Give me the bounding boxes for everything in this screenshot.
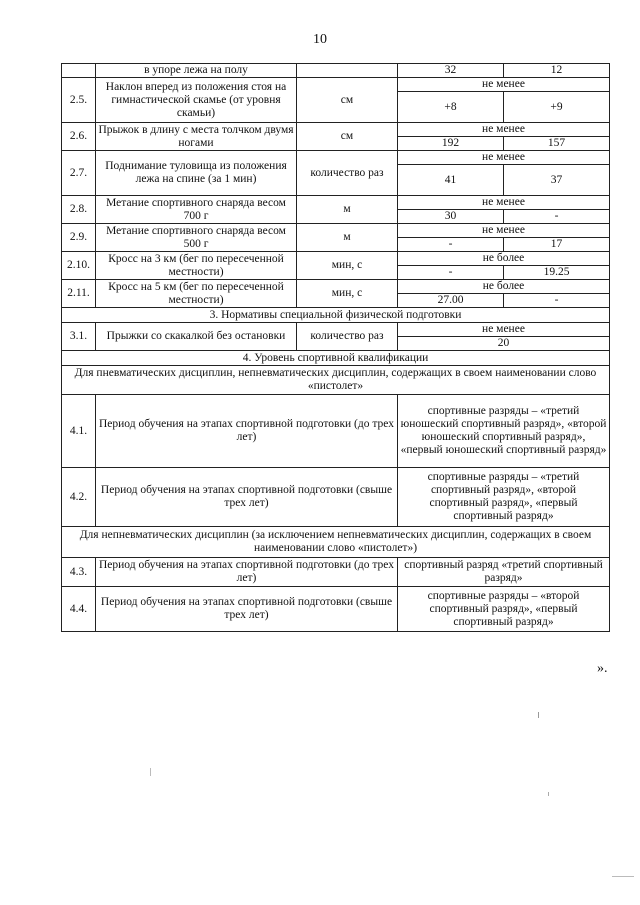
condition-cell: не менее bbox=[398, 323, 610, 337]
row-number: 2.8. bbox=[62, 196, 96, 224]
row-number: 2.11. bbox=[62, 280, 96, 308]
table-row bbox=[62, 587, 610, 632]
qualification-value: спортивные разряды – «третий спортивный разряд», «второй спортивный разряд», «первый спортивный разряд» bbox=[398, 468, 610, 527]
subsection-heading: Для непневматических дисциплин (за исключением непневматических дисциплин, содержащих в своем наименовании слово «пистолет») bbox=[62, 527, 610, 558]
value-cell: - bbox=[504, 210, 610, 224]
condition-cell: не менее bbox=[398, 196, 610, 210]
period-name: Период обучения на этапах спортивной подготовки (до трех лет) bbox=[96, 395, 398, 468]
table-row bbox=[62, 308, 610, 323]
unit-cell: м bbox=[297, 224, 398, 252]
row-number: 4.1. bbox=[62, 395, 96, 468]
value-cell: - bbox=[504, 294, 610, 308]
scan-artifact bbox=[150, 768, 151, 776]
value-cell: 157 bbox=[504, 137, 610, 151]
table-row bbox=[62, 196, 610, 210]
exercise-name: Наклон вперед из положения стоя на гимнастической скамье (от уровня скамьи) bbox=[96, 78, 297, 123]
table-row bbox=[62, 323, 610, 337]
norms-table bbox=[61, 63, 610, 632]
exercise-name: Кросс на 3 км (бег по пересеченной местности) bbox=[96, 252, 297, 280]
value-cell: 30 bbox=[398, 210, 504, 224]
table-row bbox=[62, 224, 610, 238]
scan-artifact bbox=[538, 712, 539, 718]
condition-cell: не более bbox=[398, 252, 610, 266]
row-number: 4.4. bbox=[62, 587, 96, 632]
condition-cell: не более bbox=[398, 280, 610, 294]
row-number: 4.3. bbox=[62, 558, 96, 587]
value-cell: 20 bbox=[398, 337, 610, 351]
value-cell: 192 bbox=[398, 137, 504, 151]
section-heading: 3. Нормативы специальной физической подготовки bbox=[62, 308, 610, 323]
value-cell: 37 bbox=[504, 165, 610, 196]
table-row bbox=[62, 280, 610, 294]
condition-cell: не менее bbox=[398, 224, 610, 238]
unit-cell: мин, с bbox=[297, 280, 398, 308]
section-heading: 4. Уровень спортивной квалификации bbox=[62, 351, 610, 366]
unit-cell: мин, с bbox=[297, 252, 398, 280]
qualification-value: спортивный разряд «третий спортивный разряд» bbox=[398, 558, 610, 587]
row-number: 2.10. bbox=[62, 252, 96, 280]
table-row bbox=[62, 64, 610, 78]
value-cell: 32 bbox=[398, 64, 504, 78]
table-row bbox=[62, 351, 610, 366]
exercise-name: Поднимание туловища из положения лежа на спине (за 1 мин) bbox=[96, 151, 297, 196]
exercise-name: Прыжки со скакалкой без остановки bbox=[96, 323, 297, 351]
closing-quote-mark: ». bbox=[597, 661, 608, 676]
value-cell: 41 bbox=[398, 165, 504, 196]
unit-cell: см bbox=[297, 78, 398, 123]
exercise-name: Метание спортивного снаряда весом 500 г bbox=[96, 224, 297, 252]
row-number: 2.6. bbox=[62, 123, 96, 151]
row-number: 2.9. bbox=[62, 224, 96, 252]
table-row bbox=[62, 252, 610, 266]
row-number: 2.7. bbox=[62, 151, 96, 196]
table-row bbox=[62, 366, 610, 395]
exercise-name: Метание спортивного снаряда весом 700 г bbox=[96, 196, 297, 224]
row-number: 4.2. bbox=[62, 468, 96, 527]
period-name: Период обучения на этапах спортивной подготовки (свыше трех лет) bbox=[96, 468, 398, 527]
period-name: Период обучения на этапах спортивной подготовки (до трех лет) bbox=[96, 558, 398, 587]
table-row bbox=[62, 527, 610, 558]
unit-cell: м bbox=[297, 196, 398, 224]
value-cell: +9 bbox=[504, 92, 610, 123]
table-row bbox=[62, 558, 610, 587]
condition-cell: не менее bbox=[398, 78, 610, 92]
exercise-name: Кросс на 5 км (бег по пересеченной местности) bbox=[96, 280, 297, 308]
qualification-value: спортивные разряды – «третий юношеский спортивный разряд», «второй юношеский спортивный разряд», «первый юношеский спортивный разряд» bbox=[398, 395, 610, 468]
value-cell: 19.25 bbox=[504, 266, 610, 280]
unit-cell: количество раз bbox=[297, 151, 398, 196]
condition-cell: не менее bbox=[398, 151, 610, 165]
row-number: 2.5. bbox=[62, 78, 96, 123]
exercise-name: в упоре лежа на полу bbox=[96, 64, 297, 78]
page-number: 10 bbox=[313, 32, 327, 47]
exercise-name: Прыжок в длину с места толчком двумя ногами bbox=[96, 123, 297, 151]
unit-cell: количество раз bbox=[297, 323, 398, 351]
value-cell: - bbox=[398, 266, 504, 280]
value-cell: 17 bbox=[504, 238, 610, 252]
value-cell: 12 bbox=[504, 64, 610, 78]
unit-cell: см bbox=[297, 123, 398, 151]
table-row bbox=[62, 468, 610, 527]
table-row bbox=[62, 151, 610, 165]
row-number: 3.1. bbox=[62, 323, 96, 351]
qualification-value: спортивные разряды – «второй спортивный разряд», «первый спортивный разряд» bbox=[398, 587, 610, 632]
subsection-heading: Для пневматических дисциплин, непневматических дисциплин, содержащих в своем наименовании слово «пистолет» bbox=[62, 366, 610, 395]
value-cell: +8 bbox=[398, 92, 504, 123]
value-cell: - bbox=[398, 238, 504, 252]
scan-artifact bbox=[612, 876, 634, 877]
table-row bbox=[62, 395, 610, 468]
table-row bbox=[62, 78, 610, 92]
condition-cell: не менее bbox=[398, 123, 610, 137]
value-cell: 27.00 bbox=[398, 294, 504, 308]
table-row bbox=[62, 123, 610, 137]
scan-artifact bbox=[548, 792, 549, 796]
period-name: Период обучения на этапах спортивной подготовки (свыше трех лет) bbox=[96, 587, 398, 632]
